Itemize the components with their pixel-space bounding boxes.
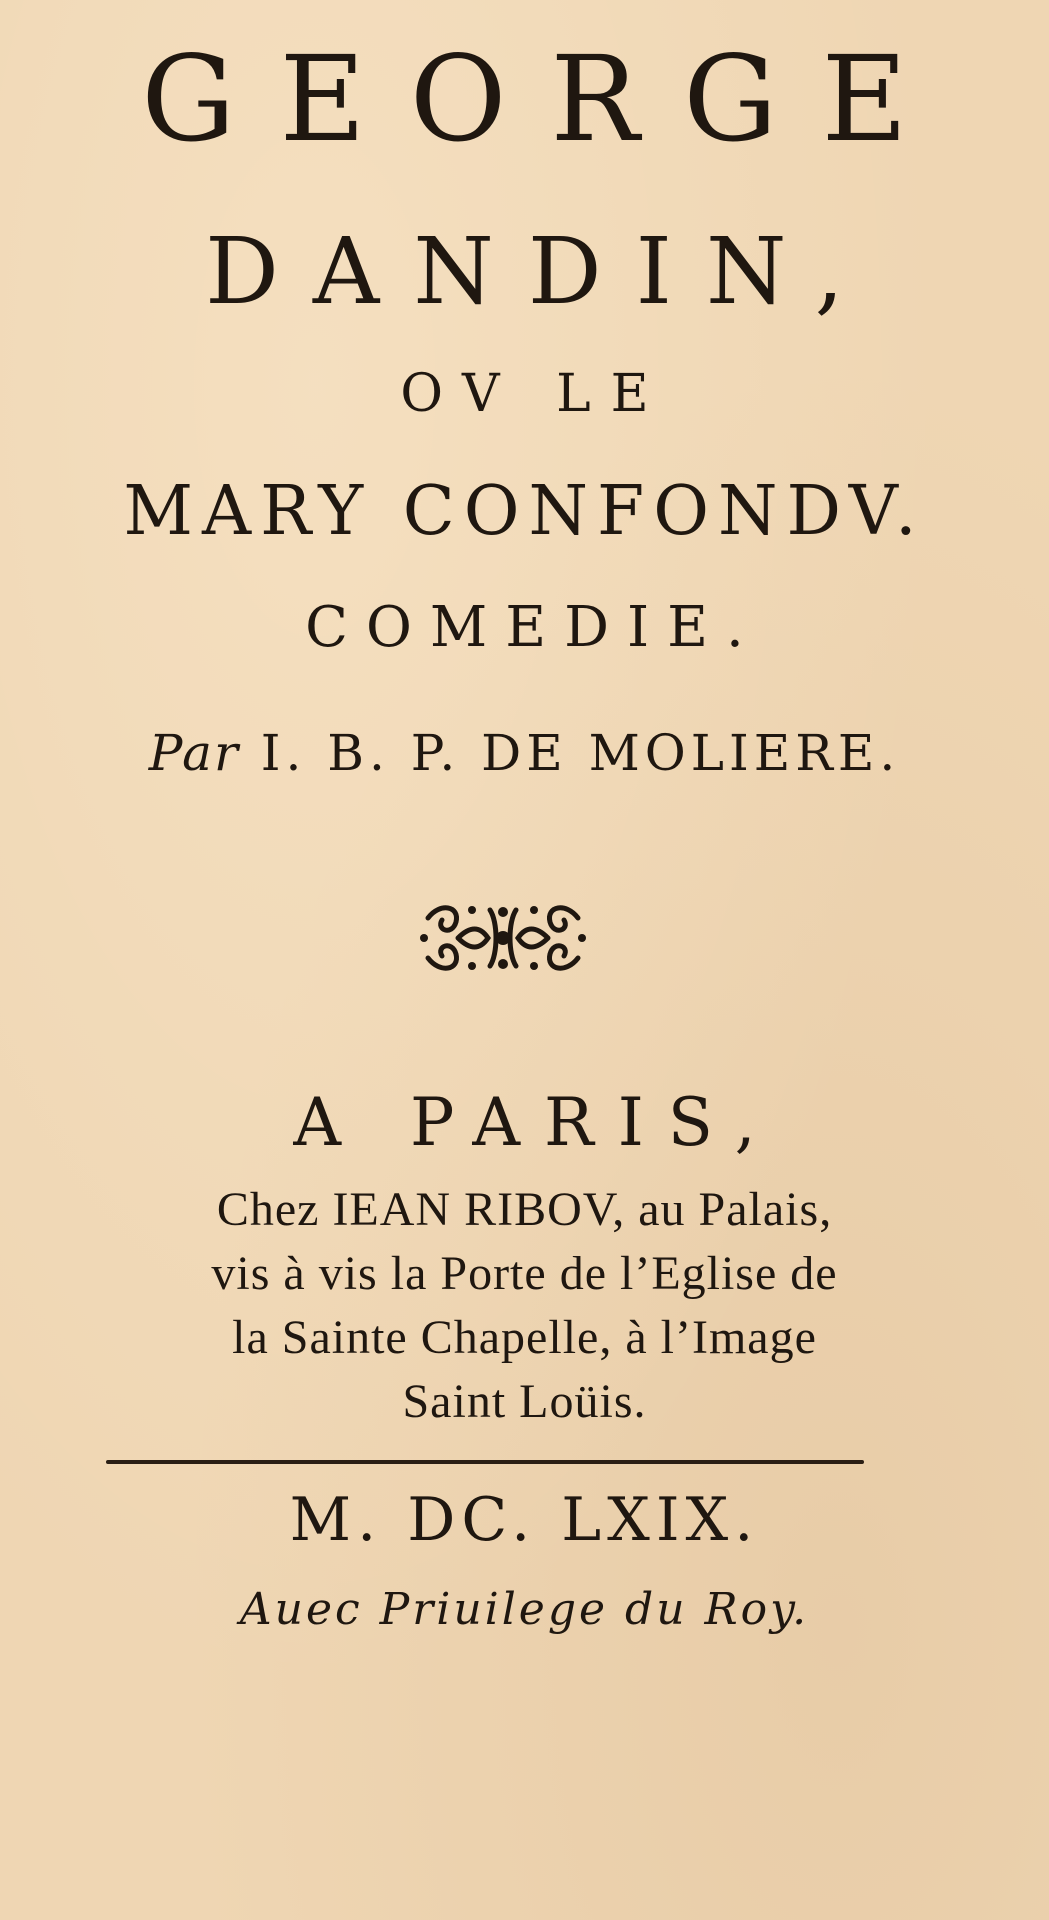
title-line-ou-le: OV LE (400, 364, 669, 424)
publication-year: M. DC. LXIX. (289, 1485, 760, 1555)
title-line-dandin: DANDIN, (205, 218, 878, 325)
imprint-line-2: vis à vis la Porte de l’Eglise de (211, 1247, 838, 1300)
imprint-line-4: Saint Loüis. (402, 1375, 647, 1428)
imprint-line-3: la Sainte Chapelle, à l’Image (232, 1311, 817, 1364)
title-line-george: GEORGE (141, 30, 952, 168)
author-prefix: Par (148, 724, 240, 782)
imprint-line-1: Chez IEAN RIBOV, au Palais, (216, 1183, 833, 1236)
author-name: I. B. P. DE MOLIERE. (239, 724, 901, 782)
imprint-place: A PARIS, (293, 1084, 780, 1161)
genre-line-comedie: COMEDIE. (305, 595, 762, 660)
horizontal-rule (106, 1460, 864, 1464)
floral-ornament-icon (418, 896, 588, 980)
royal-privilege-line: Auec Priuilege du Roy. (239, 1584, 810, 1635)
title-line-mary-confondu: MARY CONFONDV. (123, 472, 926, 551)
author-line (0, 724, 1049, 782)
